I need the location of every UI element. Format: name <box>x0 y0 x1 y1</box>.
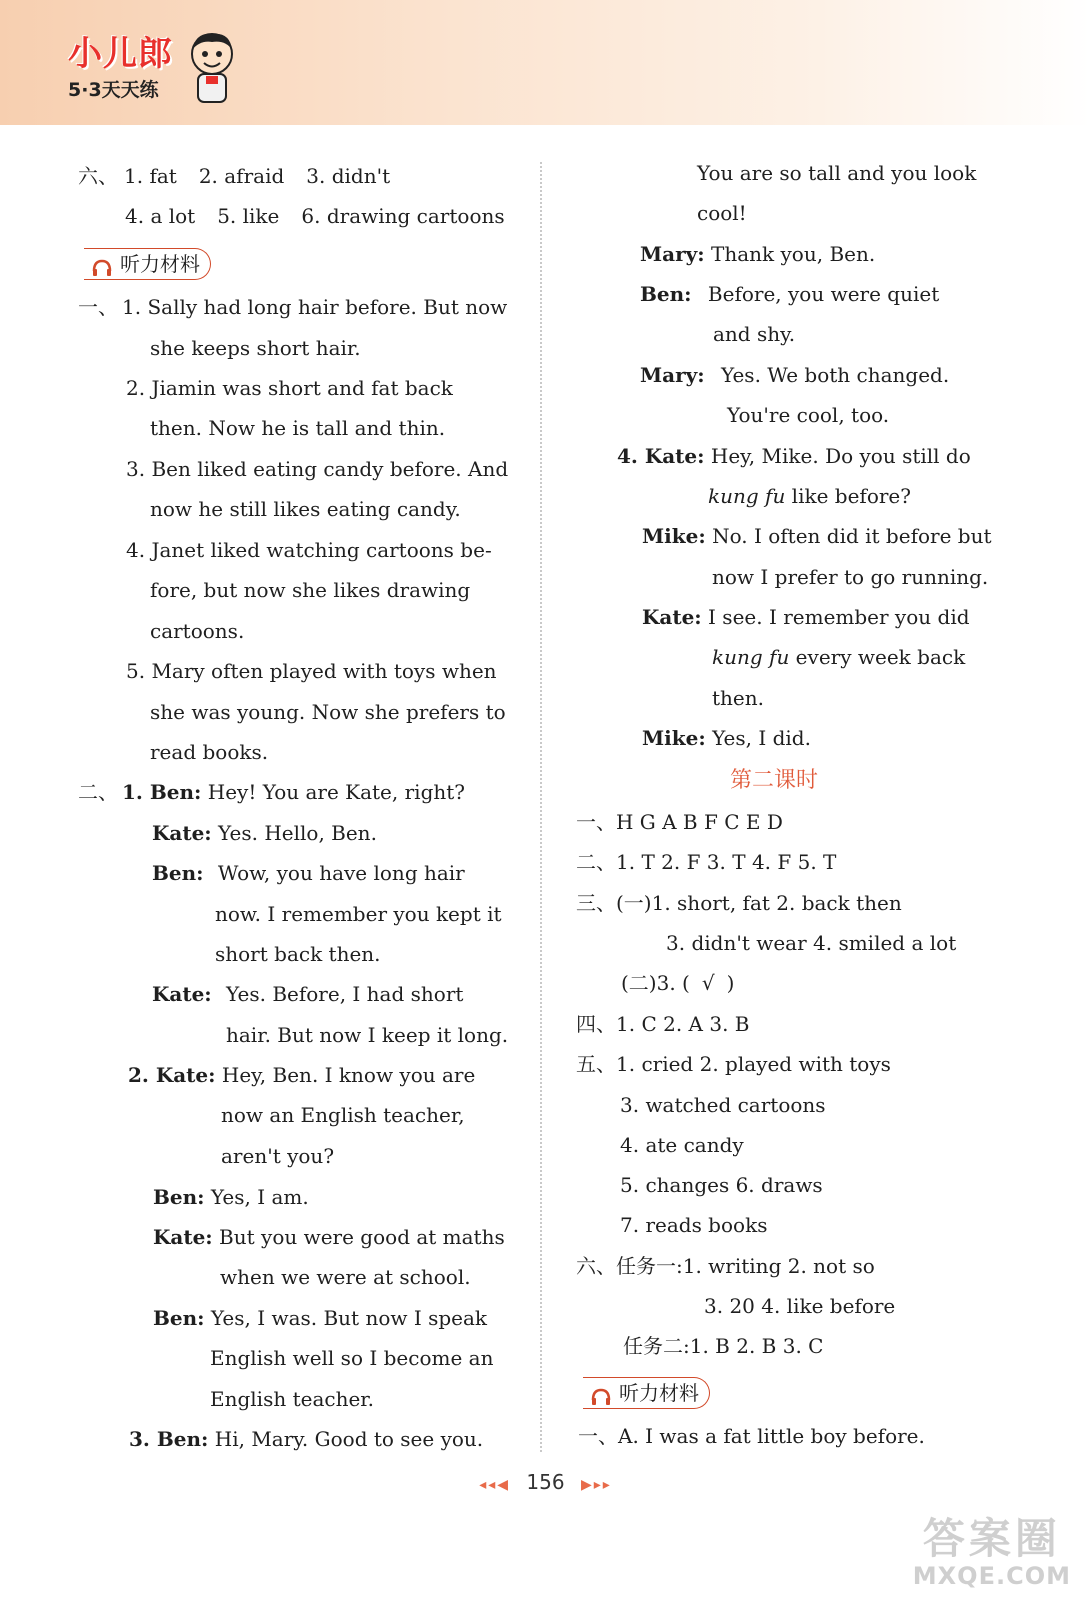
dialogue-line: and shy. <box>713 322 796 346</box>
dialogue-line: aren't you? <box>221 1144 335 1168</box>
watermark-url: MXQE.COM <box>912 1562 1071 1590</box>
headphones-icon <box>92 255 112 285</box>
answer-line: 4. Janet liked watching cartoons be- <box>126 538 492 562</box>
dialogue-line: Mary: Thank you, Ben. <box>640 242 876 266</box>
dialogue-line: Mary: Yes. We both changed. <box>640 363 950 387</box>
brand-logo <box>68 26 173 102</box>
answer-line: 3. Ben liked eating candy before. And <box>126 457 509 481</box>
dialogue-line: 4. Kate: Hey, Mike. Do you still do <box>617 444 971 468</box>
listening-material-tag: 听力材料 <box>84 248 211 280</box>
dialogue-line: now an English teacher, <box>221 1103 465 1127</box>
dialogue-line: Kate: Yes. Before, I had short <box>152 982 464 1006</box>
left-arrows-icon: ◂◂◀ <box>479 1477 511 1493</box>
dialogue-line: Kate: I see. I remember you did <box>642 605 970 629</box>
dialogue-line: now. I remember you kept it <box>215 902 502 926</box>
answer-line: 7. reads books <box>620 1213 768 1237</box>
answer-line: 任务二:1. B 2. B 3. C <box>623 1334 824 1358</box>
dialogue-line: Kate: But you were good at maths <box>153 1225 505 1249</box>
answer-line: now he still likes eating candy. <box>150 497 461 521</box>
watermark <box>913 1506 1071 1590</box>
logo-title: 小儿郎 <box>68 34 173 74</box>
check-mark-icon: √ <box>701 971 715 995</box>
answer-line: she keeps short hair. <box>150 336 361 360</box>
dialogue-line: Mike: No. I often did it before but <box>642 524 992 548</box>
answer-line: read books. <box>150 740 269 764</box>
dialogue-line: English teacher. <box>210 1387 375 1411</box>
lesson-section-title: 第二课时 <box>730 768 819 793</box>
dialogue-line: Mike: Yes, I did. <box>642 726 811 750</box>
page-footer <box>0 1470 1091 1494</box>
dialogue-line: kung fu like before? <box>708 484 911 508</box>
mascot-icon <box>186 30 238 110</box>
answer-line: 六、任务一:1. writing 2. not so <box>576 1254 875 1278</box>
dialogue-line: 2. Kate: Hey, Ben. I know you are <box>128 1063 476 1087</box>
answer-line: 六、 1. fat 2. afraid 3. didn't <box>78 164 391 188</box>
answer-line: 四、1. C 2. A 3. B <box>576 1012 750 1036</box>
column-divider <box>540 162 542 1452</box>
dialogue-line: Ben: Yes, I was. But now I speak <box>153 1306 488 1330</box>
listening-material-tag: 听力材料 <box>583 1377 710 1409</box>
answer-line: 3. didn't wear 4. smiled a lot <box>666 931 957 955</box>
answer-line: 二、 1. Ben: Hey! You are Kate, right? <box>78 780 466 804</box>
headphones-icon <box>591 1384 611 1414</box>
answer-line: 五、1. cried 2. played with toys <box>576 1052 891 1076</box>
answer-line: 二、1. T 2. F 3. T 4. F 5. T <box>576 850 837 874</box>
right-arrows-icon: ▶▸▸ <box>580 1477 612 1493</box>
dialogue-line: when we were at school. <box>220 1265 471 1289</box>
answer-line: 4. ate candy <box>620 1133 744 1157</box>
answer-line: 5. changes 6. draws <box>620 1173 823 1197</box>
dialogue-line: Ben: Before, you were quiet <box>640 282 940 306</box>
answer-line: 3. watched cartoons <box>620 1093 826 1117</box>
dialogue-line: English well so I become an <box>210 1346 494 1370</box>
answer-line: 一、H G A B F C E D <box>576 810 783 834</box>
answer-line: 一、 1. Sally had long hair before. But now <box>78 295 508 319</box>
dialogue-line: Ben: Yes, I am. <box>153 1185 309 1209</box>
answer-line: 4. a lot 5. like 6. drawing cartoons <box>125 204 505 228</box>
dialogue-line: kung fu every week back <box>712 645 966 669</box>
dialogue-line: Ben: Wow, you have long hair <box>152 861 465 885</box>
dialogue-line: You are so tall and you look <box>697 161 977 185</box>
answer-line: 5. Mary often played with toys when <box>126 659 497 683</box>
dialogue-line: then. <box>712 686 764 710</box>
dialogue-line: now I prefer to go running. <box>712 565 989 589</box>
dialogue-line: hair. But now I keep it long. <box>226 1023 509 1047</box>
answer-line: 一、A. I was a fat little boy before. <box>578 1424 925 1448</box>
answer-line: fore, but now she likes drawing <box>150 578 471 602</box>
answer-line: cartoons. <box>150 619 245 643</box>
page-header <box>0 0 1091 125</box>
dialogue-line: 3. Ben: Hi, Mary. Good to see you. <box>129 1427 484 1451</box>
answer-line: she was young. Now she prefers to <box>150 700 506 724</box>
dialogue-line: Kate: Yes. Hello, Ben. <box>152 821 377 845</box>
answer-line: 三、(一)1. short, fat 2. back then <box>576 891 902 915</box>
dialogue-line: short back then. <box>215 942 381 966</box>
answer-line: 3. 20 4. like before <box>704 1294 896 1318</box>
logo-subtitle: 5·3天天练 <box>68 79 159 101</box>
dialogue-line: cool! <box>697 201 747 225</box>
answer-line: 2. Jiamin was short and fat back <box>126 376 453 400</box>
watermark-title: 答案圈 <box>922 1514 1061 1563</box>
page-number: 156 <box>526 1470 565 1494</box>
answer-line: (二)3. ( √ ) <box>621 971 735 995</box>
answer-line: then. Now he is tall and thin. <box>150 416 446 440</box>
dialogue-line: You're cool, too. <box>727 403 890 427</box>
